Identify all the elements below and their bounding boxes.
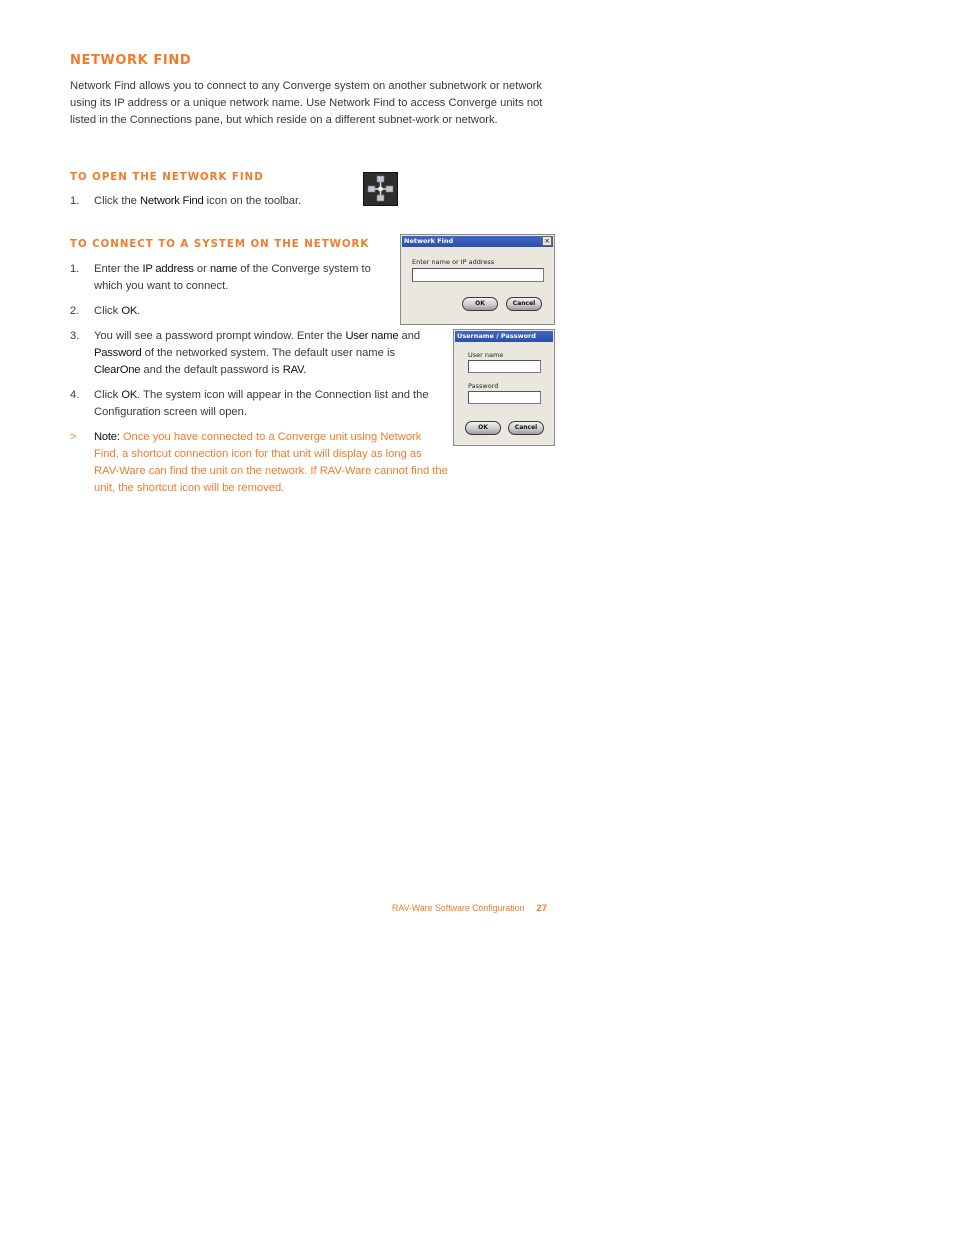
connect-step-3: 3. You will see a password prompt window. Enter the User name and Password of the networked system. The default user name is ClearOne and the default password is RAV. [70,330,421,376]
login-dialog [453,329,555,446]
page-number: 27 [536,903,548,914]
dialog-title-bar: Network Find [402,236,553,247]
section-heading: NETWORK FIND [70,53,192,68]
note-marker: > [70,431,77,443]
key-term: Network Find [140,195,204,207]
address-label: Enter name or IP address [412,258,495,266]
page-footer [392,903,547,914]
connect-step-1: 1. Enter the IP address or name of the Converge system to which you want to connect. [70,263,371,292]
open-section-title: TO OPEN THE NETWORK FIND [70,172,264,183]
note-text: Once you have connected to a Converge unit using Network Find, a shortcut connection icon for that unit will display as long as RAV-Ware can find the unit on the network. If RAV-Ware cannot find the unit, the shortcut icon will be removed. [94,431,448,494]
connect-step-2: 2. Click OK. [70,305,141,317]
dialog-title-bar: Username / Password [455,331,553,342]
intro-paragraph: Network Find allows you to connect to any Converge system on another subnetwork or network using its IP address or a unique network name. Use Network Find to access Converge units not listed in the Connections pane, but which reside on a different subnet-work or network. [70,80,543,126]
open-step-1: 1. Click the Network Find icon on the toolbar. [70,193,340,210]
cancel-button[interactable]: Cancel [508,421,544,435]
username-label: User name [468,351,504,359]
note-label: Note: [94,431,120,443]
connect-step-4: 4. Click OK. The system icon will appear in the Connection list and the Configuration screen will open. [70,389,429,418]
cancel-button[interactable]: Cancel [506,297,542,311]
password-label: Password [468,382,499,390]
close-icon[interactable]: × [542,236,552,246]
username-input[interactable] [468,360,541,373]
network-find-icon[interactable] [363,172,398,206]
address-input[interactable] [412,268,544,282]
step-number: 1. [70,195,80,207]
ok-button[interactable]: OK [465,421,501,435]
connect-section-title: TO CONNECT TO A SYSTEM ON THE NETWORK [70,239,370,250]
footer-text: RAV-Ware Software Configuration [392,903,525,913]
password-input[interactable] [468,391,541,404]
note [70,429,448,497]
network-find-dialog [400,234,555,325]
ok-button[interactable]: OK [462,297,498,311]
